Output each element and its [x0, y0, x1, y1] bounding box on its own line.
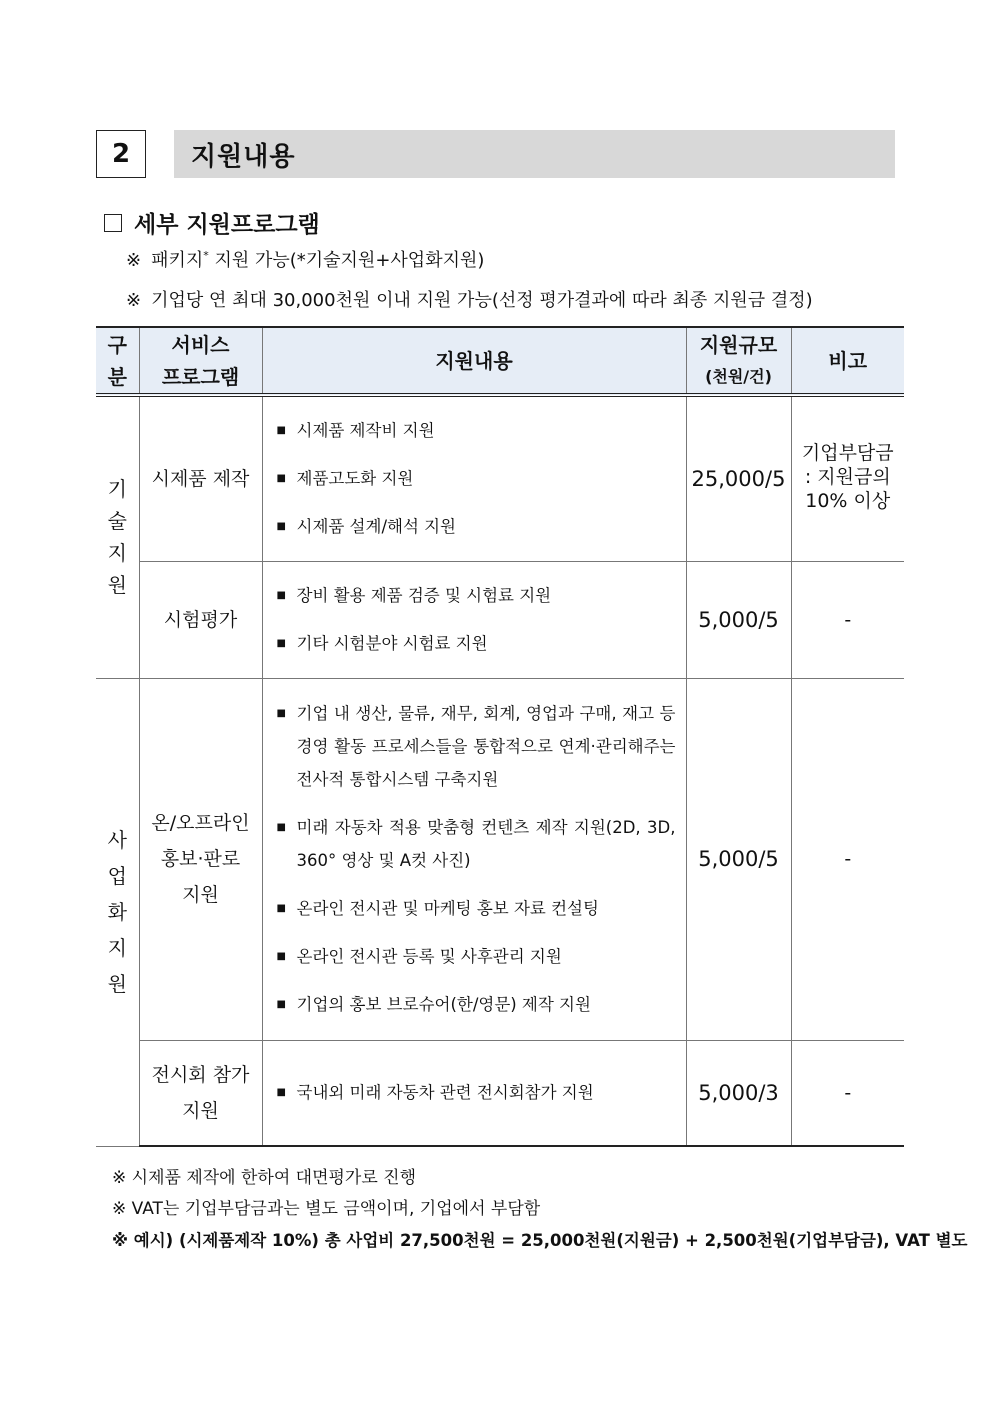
list-item: ■ 미래 자동차 적용 맞춤형 컨텐츠 제작 지원(2D, 3D, 360° 영상 및 A컷 사진)	[277, 811, 676, 877]
header-service: 서비스 프로그램	[139, 327, 262, 395]
support-program-table	[96, 326, 904, 1147]
content-cell	[262, 395, 686, 561]
list-item: ■ 기업의 홍보 브로슈어(한/영문) 제작 지원	[277, 988, 676, 1021]
section-title-bar	[174, 130, 895, 178]
footnote-example: ※ 예시) (시제품제작 10%) 총 사업비 27,500천원 = 25,000천원(지원금) + 2,500천원(기업부담금), VAT 별도	[112, 1231, 968, 1250]
note-max-support	[126, 286, 813, 312]
category-char: 업	[107, 864, 127, 888]
header-scale-unit: (천원/건)	[705, 366, 772, 386]
service-online-offline-promotion: 온/오프라인 홍보·판로 지원	[139, 678, 262, 1040]
category-char: 사	[107, 828, 127, 852]
checkbox-square-icon	[104, 214, 122, 232]
category-char: 원	[107, 573, 127, 598]
scale-value: 5,000/5	[686, 678, 791, 1040]
note-package	[126, 246, 484, 272]
remark-value: 기업부담금 : 지원금의 10% 이상	[791, 395, 904, 561]
subheading-text: 세부 지원프로그램	[134, 211, 320, 238]
list-item: ■ 장비 활용 제품 검증 및 시험료 지원	[277, 579, 676, 612]
section-number: 2	[96, 130, 146, 178]
list-item: ■ 시제품 제작비 지원	[277, 414, 676, 447]
section-title: 지원내용	[191, 141, 296, 172]
header-scale	[686, 327, 791, 395]
header-content: 지원내용	[262, 327, 686, 395]
category-char: 원	[107, 972, 127, 996]
content-cell	[262, 678, 686, 1040]
table-row	[96, 395, 904, 561]
category-char: 기	[107, 477, 127, 502]
list-item: ■ 온라인 전시관 및 마케팅 홍보 자료 컨설팅	[277, 892, 676, 925]
table-row	[96, 561, 904, 678]
category-char: 술	[107, 509, 127, 534]
note-text: 패키지	[151, 250, 204, 271]
footnote-vat: ※ VAT는 기업부담금과는 별도 금액이며, 기업에서 부담함	[112, 1199, 541, 1219]
content-cell	[262, 561, 686, 678]
header-scale-label: 지원규모	[699, 332, 778, 357]
table-row	[96, 1040, 904, 1146]
list-item: ■ 온라인 전시관 등록 및 사후관리 지원	[277, 940, 676, 973]
reference-mark-icon: ※	[126, 290, 142, 311]
scale-value: 5,000/5	[686, 561, 791, 678]
service-exhibition: 전시회 참가 지원	[139, 1040, 262, 1146]
note-text-rest: 지원 가능(*기술지원+사업화지원)	[208, 250, 485, 271]
category-char: 지	[107, 541, 127, 566]
remark-value: -	[791, 561, 904, 678]
category-char: 지	[107, 936, 127, 960]
service-test-evaluation: 시험평가	[139, 561, 262, 678]
scale-value: 5,000/3	[686, 1040, 791, 1146]
subheading	[104, 206, 320, 239]
content-cell	[262, 1040, 686, 1146]
table-row	[96, 678, 904, 1040]
list-item: ■ 기타 시험분야 시험료 지원	[277, 627, 676, 660]
category-tech-support	[96, 395, 139, 678]
note-text: 기업당 연 최대 30,000천원 이내 지원 가능(선정 평가결과에 따라 최종 지원금 결정)	[151, 290, 813, 311]
category-commercialization-support	[96, 678, 139, 1146]
header-category: 구 분	[96, 327, 139, 395]
footnote-prototype: ※ 시제품 제작에 한하여 대면평가로 진행	[112, 1168, 417, 1188]
list-item: ■ 제품고도화 지원	[277, 462, 676, 495]
category-char: 화	[107, 900, 127, 924]
scale-value: 25,000/5	[686, 395, 791, 561]
list-item: ■ 기업 내 생산, 물류, 재무, 회계, 영업과 구매, 재고 등 경영 활동 프로세스들을 통합적으로 연계·관리해주는 전사적 통합시스템 구축지원	[277, 697, 676, 796]
remark-value: -	[791, 678, 904, 1040]
remark-value: -	[791, 1040, 904, 1146]
list-item: ■ 국내외 미래 자동차 관련 전시회참가 지원	[277, 1076, 676, 1109]
table-header-row	[96, 327, 904, 395]
service-prototype: 시제품 제작	[139, 395, 262, 561]
note-asterisk: *	[203, 249, 209, 262]
list-item: ■ 시제품 설계/해석 지원	[277, 510, 676, 543]
reference-mark-icon: ※	[126, 250, 142, 271]
header-remark: 비고	[791, 327, 904, 395]
